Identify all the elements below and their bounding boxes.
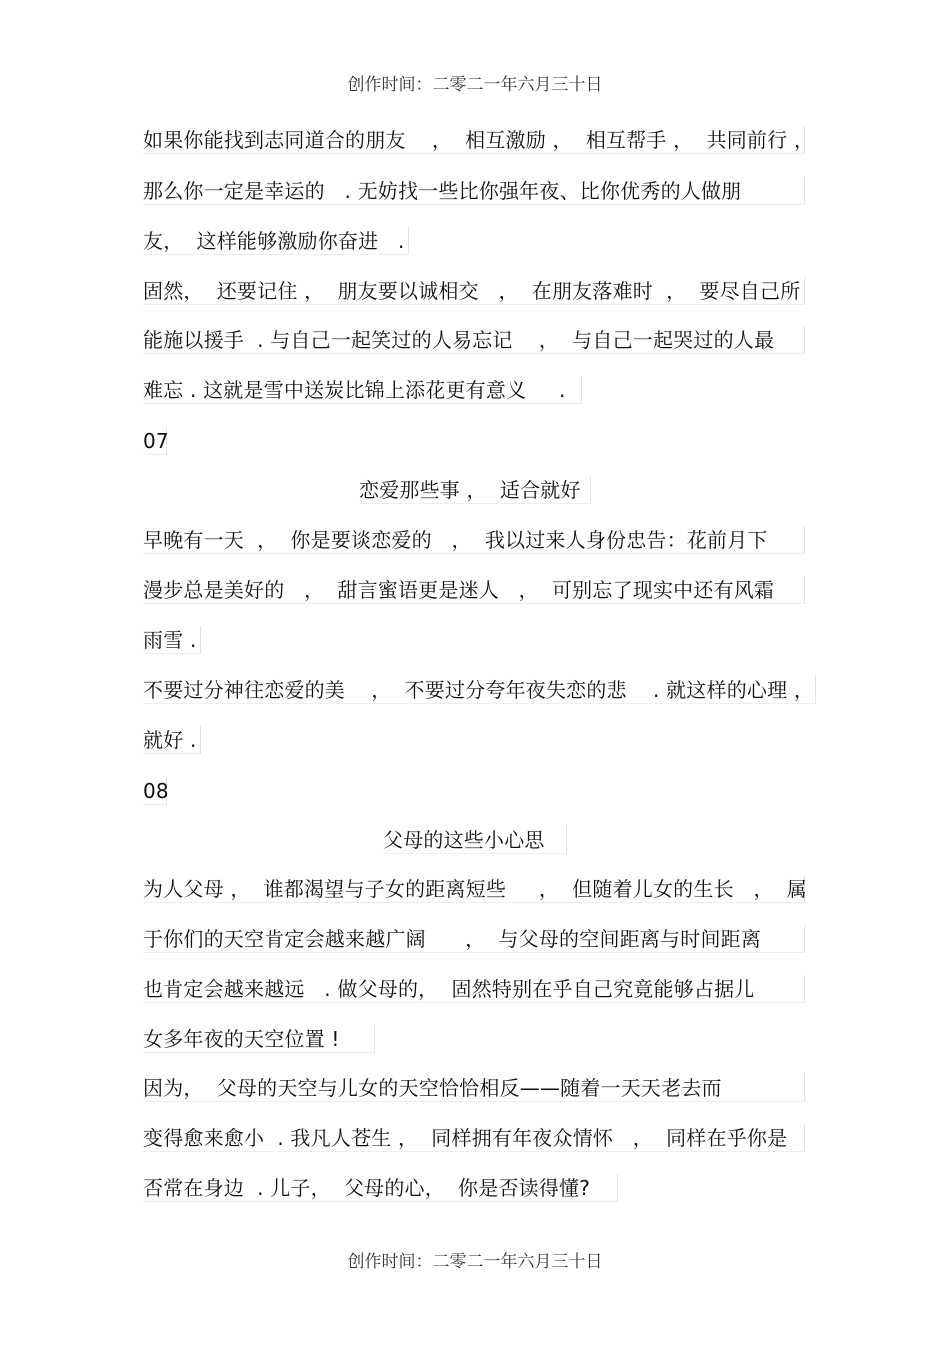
- section-title: 恋爱那些事 ， 适合就好: [359, 476, 591, 504]
- text-line: 能施以援手 . 与自己一起笑过的人易忘记 ， 与自己一起哭过的人最: [143, 326, 805, 354]
- text-line: 如果你能找到志同道合的朋友 ， 相互激励 ， 相互帮手 ， 共同前行 ，: [143, 128, 815, 152]
- text-line: 漫步总是美好的 ， 甜言蜜语更是迷人 ， 可别忘了现实中还有风霜: [143, 576, 805, 604]
- text-line: 变得愈来愈小 . 我凡人苍生 ， 同样拥有年夜众情怀 ， 同样在乎你是: [143, 1124, 805, 1152]
- text-line: 就好 .: [143, 726, 201, 754]
- section-title: 父母的这些小心思: [383, 826, 567, 854]
- page-footer: 创作时间：二零二一年六月三十日: [347, 1252, 603, 1272]
- text-line: 为人父母 ， 谁都渴望与子女的距离短些 ， 但随着儿女的生长 ， 属: [143, 877, 807, 901]
- text-line: 雨雪 .: [143, 626, 201, 654]
- text-line: 不要过分神往恋爱的美 ， 不要过分夸年夜失恋的悲 . 就这样的心理 ，: [143, 678, 815, 702]
- section-number: 07: [143, 429, 169, 453]
- text-line: 因为， 父母的天空与儿女的天空恰恰相反——随着一天天老去而: [143, 1074, 805, 1102]
- text-line: 友， 这样能够激励你奋进 .: [143, 227, 409, 255]
- text-line: 于你们的天空肯定会越来越广阔 ， 与父母的空间距离与时间距离: [143, 925, 805, 953]
- text-line: 早晚有一天 ， 你是要谈恋爱的 ， 我以过来人身份忠告：花前月下: [143, 526, 805, 554]
- text-line: 否常在身边 . 儿子， 父母的心， 你是否读得懂?: [143, 1174, 618, 1202]
- text-line: 那么你一定是幸运的 . 无妨找一些比你强年夜、比你优秀的人做朋: [143, 177, 805, 205]
- text-line: 也肯定会越来越远 . 做父母的， 固然特别在乎自己究竟能够占据儿: [143, 975, 805, 1003]
- text-line: 固然， 还要记住 ， 朋友要以诚相交 ， 在朋友落难时 ， 要尽自己所: [143, 277, 805, 305]
- text-line: 难忘 . 这就是雪中送炭比锦上添花更有意义 .: [143, 376, 582, 404]
- section-number: 08: [143, 779, 169, 803]
- text-line: 女多年夜的天空位置 !: [143, 1025, 375, 1053]
- page-header: 创作时间：二零二一年六月三十日: [347, 75, 603, 95]
